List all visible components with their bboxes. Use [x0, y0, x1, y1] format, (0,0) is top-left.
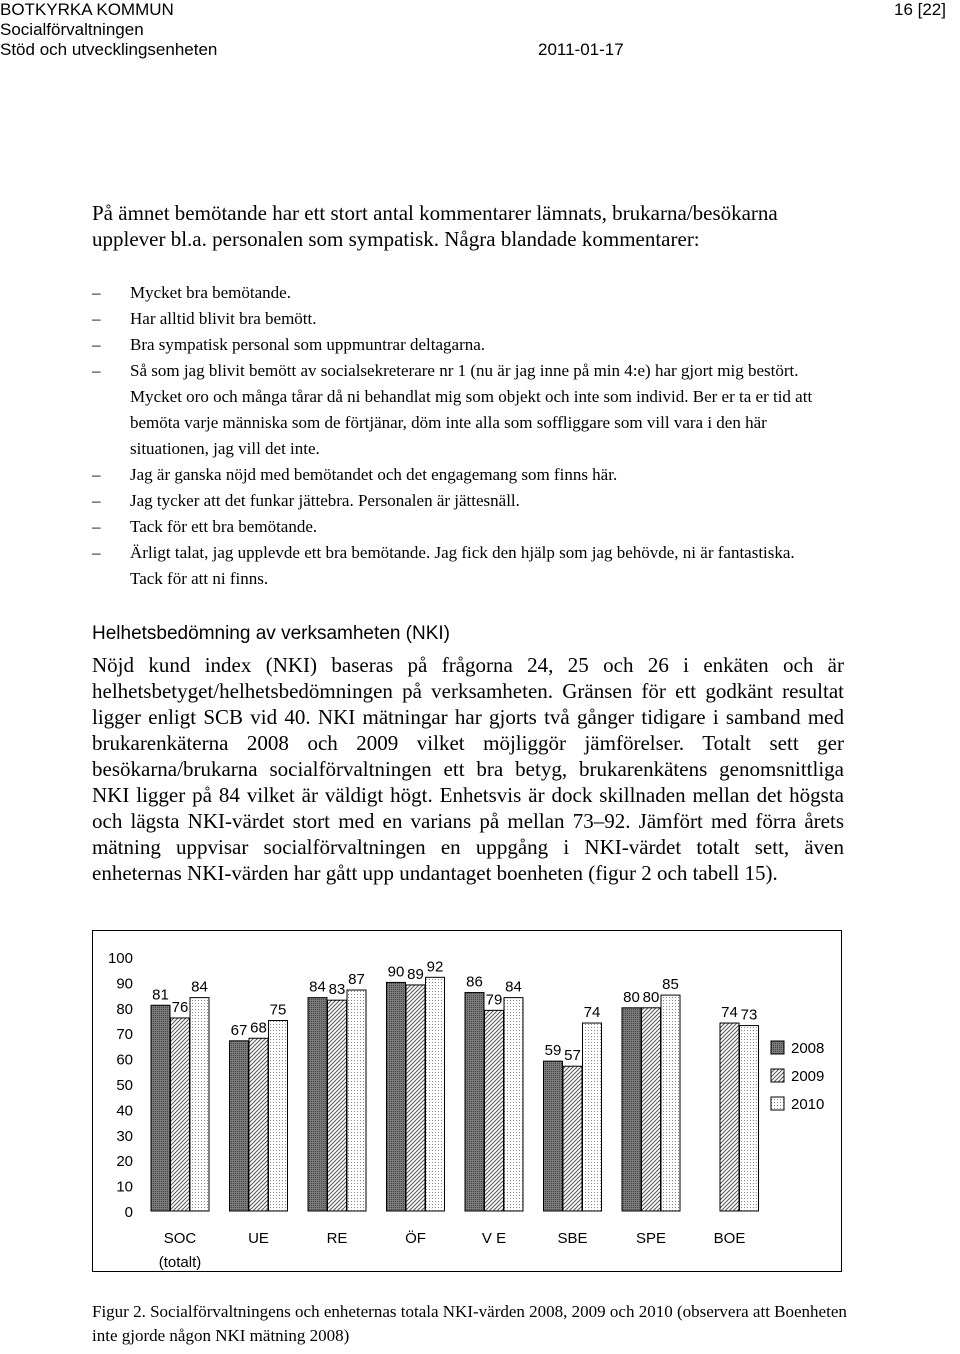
- comment-item: [92, 280, 822, 306]
- comment-item: [92, 332, 822, 358]
- bar-2008: [622, 1008, 641, 1211]
- header-unit: Stöd och utvecklingsenheten: [0, 40, 218, 59]
- chart-canvas: [93, 931, 841, 1271]
- y-tick-label: 10: [116, 1178, 133, 1196]
- bar-2008: [230, 1041, 249, 1211]
- data-label: 84: [191, 978, 208, 996]
- comment-text: Så som jag blivit bemött av socialsekreterare nr 1 (nu är jag inne på min 4:e) har gjort mig bestört. Mycket oro och många tårar då ni behandlat mig som objekt och inte som individ. Ber er ta er tid att bemöta varje människa som de förtjänar, döm inte alla som soffliggare som vill vara i den här situationen, jag vill det inte.: [130, 361, 813, 458]
- legend-label: 2010: [791, 1096, 825, 1113]
- data-label: 85: [662, 976, 679, 994]
- dash-bullet: –: [92, 517, 101, 536]
- comment-item: [92, 540, 822, 592]
- comment-text: Jag tycker att det funkar jättebra. Personalen är jättesnäll.: [130, 491, 520, 510]
- header-date: 2011-01-17: [538, 40, 624, 59]
- data-label: 83: [328, 981, 346, 999]
- x-tick-label: SPE: [635, 1230, 667, 1247]
- bar-2010: [347, 990, 366, 1211]
- legend-label: 2008: [791, 1040, 825, 1057]
- dash-bullet: –: [92, 465, 101, 484]
- nki-bar-chart: [92, 930, 842, 1272]
- figure-caption: Figur 2. Socialförvaltningens och enheternas totala NKI-värden 2008, 2009 och 2010 (observera att Boenheten inte gjorde någon NKI mätning 2008): [92, 1302, 847, 1345]
- data-label: 67: [230, 1021, 248, 1039]
- dash-bullet: –: [92, 543, 101, 562]
- data-label: 59: [544, 1042, 562, 1060]
- data-label: 79: [485, 991, 503, 1009]
- comment-list: [92, 280, 822, 592]
- data-label: 73: [740, 1006, 758, 1024]
- data-label: 57: [564, 1047, 581, 1065]
- data-label: 68: [250, 1019, 267, 1037]
- y-tick-label: 100: [107, 950, 133, 967]
- dash-bullet: –: [92, 283, 101, 302]
- intro-text: På ämnet bemötande har ett stort antal kommentarer lämnats, brukarna/besökarna upplever bl.a. personalen som sympatisk. Några blandade kommentarer:: [92, 201, 778, 251]
- comment-text: Bra sympatisk personal som uppmuntrar deltagarna.: [130, 335, 486, 354]
- data-label: 84: [505, 978, 522, 996]
- bar-2010: [426, 977, 445, 1211]
- bar-2008: [387, 982, 406, 1211]
- header-department: Socialförvaltningen: [0, 20, 144, 39]
- data-label: 92: [426, 958, 444, 976]
- bar-group: [151, 958, 759, 1211]
- bar-2010: [583, 1023, 602, 1211]
- data-label: 75: [269, 1001, 287, 1019]
- section-heading: Helhetsbedömning av verksamheten (NKI): [92, 623, 451, 644]
- legend-swatch: [771, 1041, 784, 1054]
- x-tick-label: ÖF: [405, 1230, 426, 1247]
- dash-bullet: –: [92, 361, 101, 380]
- bar-2009: [249, 1038, 268, 1211]
- page-number: 16 [22]: [894, 0, 946, 19]
- bar-2010: [661, 995, 680, 1211]
- comment-text: Jag är ganska nöjd med bemötandet och det engagemang som finns här.: [130, 465, 618, 484]
- legend-swatch: [771, 1097, 784, 1110]
- y-axis: [108, 950, 133, 1221]
- data-label: 89: [407, 965, 424, 983]
- x-tick-label: SOC: [163, 1230, 197, 1247]
- y-tick-label: 50: [116, 1077, 133, 1094]
- comment-item: [92, 358, 822, 462]
- bar-2008: [151, 1005, 170, 1211]
- comment-text: Tack för ett bra bemötande.: [130, 517, 318, 536]
- bar-2010: [504, 998, 523, 1211]
- x-axis-labels: [159, 1229, 746, 1271]
- legend-label: 2009: [791, 1068, 825, 1085]
- data-label: 84: [309, 978, 326, 996]
- bar-2009: [328, 1000, 347, 1211]
- header-org: BOTKYRKA KOMMUN: [0, 0, 174, 19]
- intro-paragraph: [92, 200, 852, 252]
- comment-item: [92, 306, 822, 332]
- bar-2009: [720, 1023, 739, 1211]
- dash-bullet: –: [92, 491, 101, 510]
- data-label: 80: [623, 988, 640, 1006]
- y-tick-label: 90: [116, 975, 133, 993]
- y-tick-label: 30: [116, 1127, 133, 1145]
- x-tick-label: BOE: [713, 1230, 746, 1247]
- bar-2009: [171, 1018, 190, 1211]
- bar-2009: [485, 1010, 504, 1211]
- bar-2009: [563, 1066, 582, 1211]
- y-tick-label: 70: [116, 1026, 133, 1044]
- body-paragraph: Nöjd kund index (NKI) baseras på frågorna 24, 25 och 26 i enkäten och är helhetsbetyget/helhetsbedömningen på verksamheten. Gränsen för ett godkänt resultat ligger enligt SCB vid 40. NKI mätningar har gjorts två gånger tidigare i samband med brukarenkäterna 2008 och 2009 vilket möjliggör jämförelser. Totalt sett ger besökarna/brukarna socialförvaltningen ett bra betyg, brukarenkätens genomsnittliga NKI ligger på 84 vilket är väldigt högt. Enhetsvis är dock skillnaden mellan det högsta och lägsta NKI-värdet stort med en varians på mellan 73–92. Jämfört med förra årets mätning uppvisar socialförvaltningen en uppgång i NKI-värdet totalt sett, även enheternas NKI-värden har gått upp undantaget boenheten (figur 2 och tabell 15).: [92, 653, 844, 885]
- x-tick-label: RE: [326, 1230, 348, 1247]
- x-tick-label: SBE: [557, 1230, 588, 1247]
- comment-text: Ärligt talat, jag upplevde ett bra bemötande. Jag fick den hjälp som jag behövde, ni är fantastiska. Tack för att ni finns.: [130, 543, 795, 588]
- dash-bullet: –: [92, 309, 101, 328]
- data-label: 86: [466, 973, 483, 991]
- x-tick-label: V E: [481, 1230, 507, 1247]
- y-tick-label: 60: [116, 1051, 133, 1069]
- y-tick-label: 80: [116, 1000, 133, 1018]
- bar-2009: [642, 1008, 661, 1211]
- y-tick-label: 0: [124, 1204, 133, 1221]
- legend: [771, 1040, 824, 1113]
- data-label: 87: [348, 971, 365, 989]
- bar-2010: [269, 1021, 288, 1212]
- bar-2008: [308, 998, 327, 1211]
- data-label: 80: [642, 988, 660, 1006]
- dash-bullet: –: [92, 335, 101, 354]
- data-label: 90: [387, 963, 405, 981]
- bar-2010: [190, 998, 209, 1211]
- legend-swatch: [771, 1069, 784, 1082]
- y-tick-label: 40: [116, 1102, 133, 1120]
- comment-item: [92, 488, 822, 514]
- bar-2008: [544, 1061, 563, 1211]
- bar-2008: [465, 993, 484, 1211]
- x-tick-label: UE: [248, 1230, 269, 1247]
- comment-item: [92, 514, 822, 540]
- y-tick-label: 20: [116, 1153, 133, 1171]
- comment-item: [92, 462, 822, 488]
- comment-text: Har alltid blivit bra bemött.: [130, 309, 317, 328]
- data-label: 74: [721, 1004, 738, 1022]
- bar-2009: [406, 985, 425, 1211]
- x-tick-label: (totalt): [158, 1254, 202, 1271]
- data-label: 81: [152, 986, 169, 1004]
- data-label: 74: [583, 1004, 601, 1022]
- comment-text: Mycket bra bemötande.: [130, 283, 291, 302]
- data-label: 76: [171, 998, 189, 1016]
- bar-2010: [740, 1026, 759, 1211]
